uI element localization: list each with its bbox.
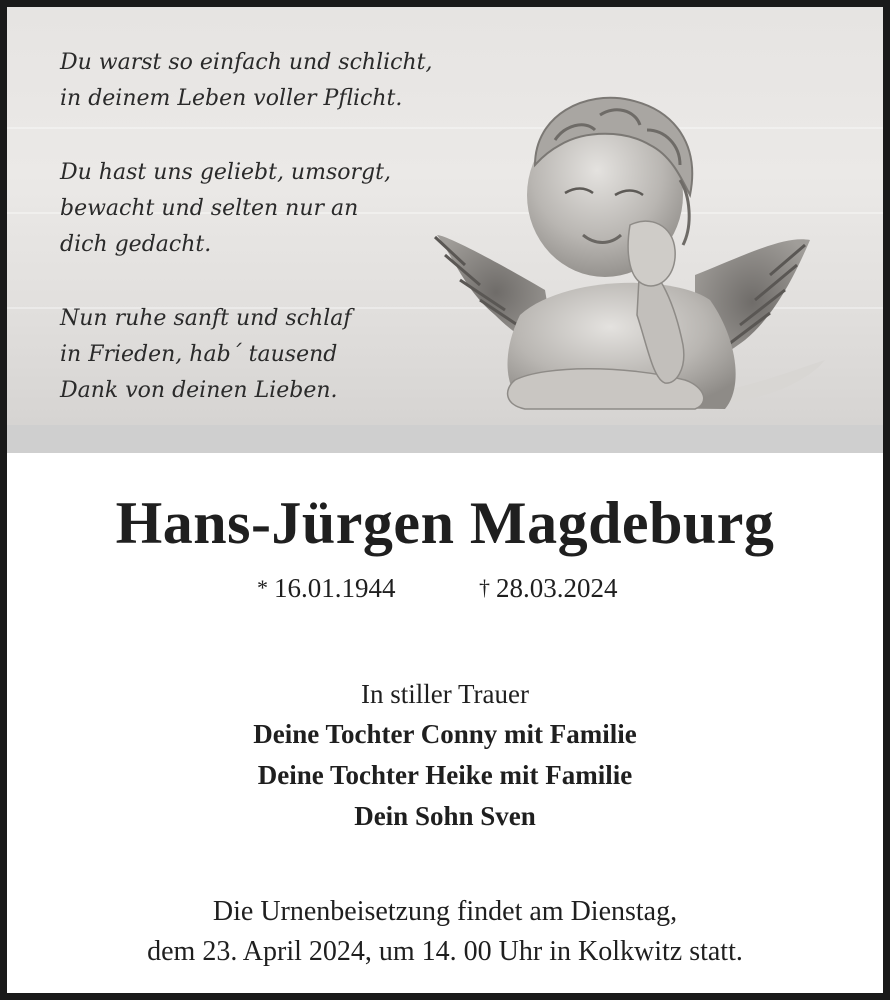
- death-cross-icon: †: [479, 575, 490, 600]
- poem-stanza: [60, 45, 460, 117]
- angel-figurine-icon: [425, 85, 835, 421]
- birth-date-value: 16.01.1944: [274, 573, 396, 603]
- divider-bar: [7, 425, 883, 453]
- mourner-family: Dein Sohn Sven: [354, 801, 536, 831]
- mourners-section: [7, 674, 883, 837]
- poem-line: Nun ruhe sanft und schlaf: [60, 306, 352, 331]
- header-photo: [7, 7, 883, 425]
- poem-line: Du hast uns geliebt, umsorgt,: [60, 160, 391, 185]
- funeral-notice: [7, 892, 883, 972]
- poem-stanza: [60, 301, 460, 409]
- poem-line: dich gedacht.: [60, 232, 212, 257]
- poem: [60, 45, 460, 425]
- mourning-intro: In stiller Trauer: [361, 679, 529, 709]
- poem-line: Dank von deinen Lieben.: [60, 378, 338, 403]
- birth-date: [257, 573, 396, 604]
- poem-line: bewacht und selten nur an: [60, 196, 359, 221]
- poem-stanza: [60, 155, 460, 263]
- poem-line: Du warst so einfach und schlicht,: [60, 50, 433, 75]
- death-date-value: 28.03.2024: [496, 573, 618, 603]
- poem-line: in Frieden, hab´ tausend: [60, 342, 338, 367]
- funeral-notice-line: Die Urnenbeisetzung findet am Dienstag,: [212, 896, 678, 927]
- mourner-family: Deine Tochter Conny mit Familie: [253, 719, 637, 749]
- funeral-notice-line: dem 23. April 2024, um 14. 00 Uhr in Kolkwitz statt.: [147, 936, 743, 967]
- birth-symbol: *: [257, 575, 268, 600]
- deceased-name: Hans-Jürgen Magdeburg: [115, 490, 775, 556]
- poem-line: in deinem Leben voller Pflicht.: [60, 86, 403, 111]
- death-date: [479, 573, 618, 604]
- mourner-family: Deine Tochter Heike mit Familie: [257, 760, 633, 790]
